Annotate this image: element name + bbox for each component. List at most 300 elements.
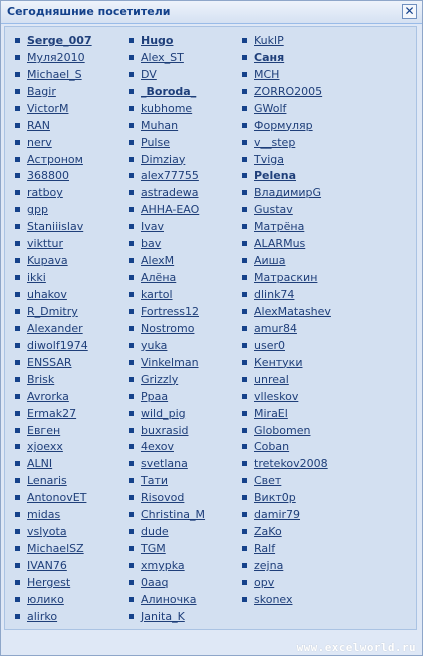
visitor-link[interactable]: uhakov: [27, 288, 67, 302]
bullet-icon: [129, 258, 134, 263]
bullet-icon: [242, 461, 247, 466]
list-item: [129, 591, 205, 608]
visitor-link[interactable]: ENSSAR: [27, 355, 72, 369]
bullet-icon: [242, 444, 247, 449]
visitor-link[interactable]: bav: [141, 237, 162, 251]
visitor-link[interactable]: wild_pig: [141, 406, 186, 420]
bullet-icon: [15, 157, 20, 162]
visitor-link[interactable]: skonex: [254, 592, 293, 606]
visitor-link[interactable]: gpp: [27, 203, 48, 217]
bullet-icon: [242, 173, 247, 178]
visitor-link[interactable]: MiraEl: [254, 406, 288, 420]
bullet-icon: [242, 207, 247, 212]
list-item: [15, 252, 92, 269]
visitor-link[interactable]: DV: [141, 67, 157, 81]
visitor-link[interactable]: ВладимирG: [254, 186, 322, 200]
visitor-link[interactable]: Fortress12: [141, 304, 200, 318]
visitor-link[interactable]: Michael_S: [27, 67, 82, 81]
list-item: [129, 235, 205, 252]
bullet-icon: [129, 309, 134, 314]
visitor-link[interactable]: VictorM: [27, 101, 69, 115]
list-item: [242, 439, 331, 456]
list-item: [15, 32, 92, 49]
bullet-icon: [242, 563, 247, 568]
visitor-link[interactable]: Муля2010: [27, 50, 85, 64]
bullet-icon: [242, 123, 247, 128]
bullet-icon: [129, 173, 134, 178]
bullet-icon: [15, 428, 20, 433]
list-item: [15, 608, 92, 625]
bullet-icon: [15, 529, 20, 534]
list-item: [242, 49, 331, 66]
list-item: [15, 151, 92, 168]
visitor-link[interactable]: юлико: [27, 592, 64, 606]
visitor-link[interactable]: TGM: [141, 542, 166, 556]
list-item: [15, 405, 92, 422]
bullet-icon: [242, 512, 247, 517]
list-item: [242, 557, 331, 574]
visitor-link[interactable]: Serge_007: [27, 33, 92, 47]
visitor-link[interactable]: nerv: [27, 135, 52, 149]
bullet-icon: [15, 326, 20, 331]
visitor-link[interactable]: alex77755: [141, 169, 199, 183]
list-item: [15, 388, 92, 405]
list-item: [129, 286, 205, 303]
list-item: [242, 320, 331, 337]
bullet-icon: [15, 360, 20, 365]
visitor-link[interactable]: Brisk: [27, 372, 55, 386]
bullet-icon: [242, 394, 247, 399]
list-item: [129, 218, 205, 235]
visitors-column-3: [242, 32, 331, 608]
list-item: [15, 201, 92, 218]
visitor-link[interactable]: Астроном: [27, 152, 83, 166]
bullet-icon: [15, 292, 20, 297]
bullet-icon: [15, 106, 20, 111]
bullet-icon: [242, 529, 247, 534]
bullet-icon: [242, 72, 247, 77]
visitor-link[interactable]: Janita_K: [141, 609, 185, 623]
list-item: [242, 235, 331, 252]
visitor-link[interactable]: 368800: [27, 169, 69, 183]
visitor-link[interactable]: MichaelSZ: [27, 542, 84, 556]
bullet-icon: [129, 563, 134, 568]
list-item: [242, 66, 331, 83]
bullet-icon: [15, 597, 20, 602]
bullet-icon: [129, 444, 134, 449]
list-item: [242, 506, 331, 523]
bullet-icon: [15, 89, 20, 94]
bullet-icon: [129, 292, 134, 297]
bullet-icon: [129, 89, 134, 94]
list-item: [129, 83, 205, 100]
visitor-link[interactable]: Gustav: [254, 203, 293, 217]
list-item: [242, 134, 331, 151]
visitor-link[interactable]: AHHA-EAO: [141, 203, 200, 217]
bullet-icon: [15, 224, 20, 229]
list-item: [242, 184, 331, 201]
visitor-link[interactable]: Викт0р: [254, 491, 296, 505]
visitors-column-2: [129, 32, 205, 625]
list-item: [129, 320, 205, 337]
visitors-column-1: [15, 32, 92, 625]
visitor-link[interactable]: R_Dmitry: [27, 304, 78, 318]
list-item: [15, 303, 92, 320]
visitor-link[interactable]: RAN: [27, 118, 50, 132]
visitor-link[interactable]: Матраскин: [254, 271, 318, 285]
list-item: [129, 354, 205, 371]
visitor-link[interactable]: AntonovET: [27, 491, 87, 505]
list-item: [242, 455, 331, 472]
list-item: [129, 117, 205, 134]
list-item: [242, 32, 331, 49]
visitor-link[interactable]: Muhan: [141, 118, 179, 132]
visitor-link[interactable]: yuka: [141, 338, 168, 352]
visitor-link[interactable]: svetlana: [141, 457, 188, 471]
bullet-icon: [129, 326, 134, 331]
visitor-link[interactable]: IVAN76: [27, 559, 67, 573]
visitor-link[interactable]: Alex_ST: [141, 50, 184, 64]
list-item: [129, 388, 205, 405]
visitor-link[interactable]: _Boroda_: [141, 84, 197, 98]
bullet-icon: [129, 394, 134, 399]
visitor-link[interactable]: astradewa: [141, 186, 199, 200]
visitor-link[interactable]: Pelena: [254, 169, 297, 183]
bullet-icon: [15, 512, 20, 517]
list-item: [129, 439, 205, 456]
list-item: [129, 337, 205, 354]
bullet-icon: [15, 478, 20, 483]
list-item: [129, 371, 205, 388]
bullet-icon: [242, 326, 247, 331]
list-item: [15, 286, 92, 303]
list-item: [129, 269, 205, 286]
visitor-link[interactable]: Свет: [254, 474, 282, 488]
bullet-icon: [15, 563, 20, 568]
visitor-link[interactable]: kubhome: [141, 101, 193, 115]
list-item: [129, 506, 205, 523]
bullet-icon: [242, 495, 247, 500]
bullet-icon: [129, 512, 134, 517]
bullet-icon: [15, 140, 20, 145]
visitor-link[interactable]: Саня: [254, 50, 285, 64]
bullet-icon: [242, 241, 247, 246]
visitor-link[interactable]: ZORRO2005: [254, 84, 323, 98]
list-item: [15, 591, 92, 608]
list-item: [242, 218, 331, 235]
bullet-icon: [242, 140, 247, 145]
list-item: [242, 540, 331, 557]
visitor-link[interactable]: unreal: [254, 372, 289, 386]
bullet-icon: [242, 55, 247, 60]
bullet-icon: [15, 411, 20, 416]
bullet-icon: [129, 190, 134, 195]
bullet-icon: [242, 546, 247, 551]
list-item: [129, 574, 205, 591]
bullet-icon: [242, 157, 247, 162]
visitor-link[interactable]: Pulse: [141, 135, 170, 149]
bullet-icon: [242, 360, 247, 365]
visitor-link[interactable]: Тати: [141, 474, 169, 488]
bullet-icon: [15, 190, 20, 195]
visitor-link[interactable]: kartol: [141, 288, 173, 302]
bullet-icon: [242, 377, 247, 382]
list-item: [15, 455, 92, 472]
visitor-link[interactable]: tretekov2008: [254, 457, 328, 471]
visitor-link[interactable]: zejna: [254, 559, 284, 573]
visitor-link[interactable]: opv: [254, 575, 275, 589]
visitor-link[interactable]: Dimziay: [141, 152, 186, 166]
close-icon[interactable]: ✕: [402, 4, 417, 19]
list-item: [15, 557, 92, 574]
bullet-icon: [242, 343, 247, 348]
visitor-link[interactable]: ratboy: [27, 186, 63, 200]
list-item: [242, 354, 331, 371]
visitor-link[interactable]: ALARMus: [254, 237, 306, 251]
visitors-list-panel: [4, 26, 417, 630]
bullet-icon: [129, 461, 134, 466]
visitor-link[interactable]: xmypka: [141, 559, 185, 573]
site-watermark: www.excelworld.ru: [296, 641, 416, 654]
list-item: [15, 439, 92, 456]
visitor-link[interactable]: KuklP: [254, 33, 284, 47]
list-item: [129, 540, 205, 557]
bullet-icon: [129, 411, 134, 416]
visitor-link[interactable]: dlink74: [254, 288, 295, 302]
list-item: [129, 472, 205, 489]
bullet-icon: [242, 411, 247, 416]
bullet-icon: [15, 377, 20, 382]
bullet-icon: [129, 546, 134, 551]
list-item: [242, 405, 331, 422]
list-item: [15, 371, 92, 388]
list-item: [242, 574, 331, 591]
visitor-link[interactable]: Матрёна: [254, 220, 305, 234]
list-item: [15, 320, 92, 337]
visitor-link[interactable]: Christina_M: [141, 508, 206, 522]
bullet-icon: [242, 190, 247, 195]
list-item: [129, 32, 205, 49]
list-item: [15, 83, 92, 100]
visitor-link[interactable]: user0: [254, 338, 285, 352]
list-item: [242, 117, 331, 134]
visitor-link[interactable]: AlexMatashev: [254, 304, 331, 318]
bullet-icon: [129, 478, 134, 483]
list-item: [129, 422, 205, 439]
visitor-link[interactable]: Ralf: [254, 542, 276, 556]
list-item: [242, 337, 331, 354]
list-item: [242, 489, 331, 506]
list-item: [242, 472, 331, 489]
list-item: [242, 422, 331, 439]
list-item: [129, 489, 205, 506]
list-item: [129, 100, 205, 117]
bullet-icon: [242, 309, 247, 314]
list-item: [129, 66, 205, 83]
bullet-icon: [242, 275, 247, 280]
bullet-icon: [15, 72, 20, 77]
list-item: [129, 134, 205, 151]
bullet-icon: [15, 258, 20, 263]
bullet-icon: [242, 38, 247, 43]
visitor-link[interactable]: 0aaq: [141, 575, 169, 589]
bullet-icon: [15, 495, 20, 500]
bullet-icon: [15, 444, 20, 449]
bullet-icon: [15, 38, 20, 43]
list-item: [15, 523, 92, 540]
visitor-link[interactable]: vslyota: [27, 525, 67, 539]
visitor-link[interactable]: GWolf: [254, 101, 287, 115]
visitor-link[interactable]: alirko: [27, 609, 58, 623]
bullet-icon: [15, 580, 20, 585]
bullet-icon: [15, 614, 20, 619]
list-item: [129, 168, 205, 185]
visitor-link[interactable]: Формуляр: [254, 118, 313, 132]
visitor-link[interactable]: ALNI: [27, 457, 53, 471]
bullet-icon: [242, 580, 247, 585]
visitor-link[interactable]: 4exov: [141, 440, 174, 454]
visitor-link[interactable]: Risovod: [141, 491, 185, 505]
list-item: [129, 405, 205, 422]
bullet-icon: [15, 207, 20, 212]
list-item: [15, 49, 92, 66]
visitor-link[interactable]: Ivav: [141, 220, 165, 234]
list-item: [129, 608, 205, 625]
list-item: [15, 506, 92, 523]
visitor-link[interactable]: Globomen: [254, 423, 311, 437]
bullet-icon: [129, 106, 134, 111]
visitor-link[interactable]: Lenaris: [27, 474, 67, 488]
list-item: [129, 252, 205, 269]
bullet-icon: [129, 72, 134, 77]
visitor-link[interactable]: ikki: [27, 271, 46, 285]
visitor-link[interactable]: Bagir: [27, 84, 56, 98]
bullet-icon: [242, 597, 247, 602]
bullet-icon: [129, 428, 134, 433]
list-item: [242, 591, 331, 608]
visitor-link[interactable]: Tviga: [254, 152, 285, 166]
bullet-icon: [129, 241, 134, 246]
visitor-link[interactable]: Nostromo: [141, 321, 195, 335]
bullet-icon: [129, 377, 134, 382]
list-item: [242, 388, 331, 405]
list-item: [15, 168, 92, 185]
list-item: [15, 489, 92, 506]
bullet-icon: [242, 478, 247, 483]
visitor-link[interactable]: Евген: [27, 423, 61, 437]
list-item: [15, 134, 92, 151]
bullet-icon: [15, 275, 20, 280]
bullet-icon: [15, 309, 20, 314]
list-item: [15, 66, 92, 83]
visitor-link[interactable]: amur84: [254, 321, 297, 335]
bullet-icon: [242, 258, 247, 263]
visitor-link[interactable]: Алиночка: [141, 592, 197, 606]
visitor-link[interactable]: Ppaa: [141, 389, 169, 403]
bullet-icon: [129, 55, 134, 60]
visitor-link[interactable]: Аиша: [254, 254, 286, 268]
visitor-link[interactable]: Hergest: [27, 575, 71, 589]
list-item: [129, 49, 205, 66]
visitor-link[interactable]: Avrorka: [27, 389, 69, 403]
visitor-link[interactable]: Staniiislav: [27, 220, 84, 234]
visitor-link[interactable]: midas: [27, 508, 61, 522]
list-item: [242, 201, 331, 218]
list-item: [242, 252, 331, 269]
bullet-icon: [15, 123, 20, 128]
visitor-link[interactable]: Kupava: [27, 254, 68, 268]
visitor-link[interactable]: Coban: [254, 440, 290, 454]
bullet-icon: [129, 140, 134, 145]
list-item: [15, 574, 92, 591]
visitor-link[interactable]: AlexM: [141, 254, 175, 268]
visitor-link[interactable]: MCH: [254, 67, 280, 81]
visitor-link[interactable]: Ermak27: [27, 406, 77, 420]
list-item: [129, 557, 205, 574]
bullet-icon: [129, 38, 134, 43]
bullet-icon: [129, 614, 134, 619]
visitor-link[interactable]: Алёна: [141, 271, 177, 285]
list-item: [242, 371, 331, 388]
visitor-link[interactable]: Vinkelman: [141, 355, 199, 369]
bullet-icon: [242, 224, 247, 229]
list-item: [15, 218, 92, 235]
visitor-link[interactable]: Кентуки: [254, 355, 303, 369]
bullet-icon: [129, 597, 134, 602]
window-header: [1, 1, 422, 24]
bullet-icon: [15, 173, 20, 178]
bullet-icon: [242, 106, 247, 111]
bullet-icon: [129, 580, 134, 585]
list-item: [15, 354, 92, 371]
list-item: [242, 83, 331, 100]
visitor-link[interactable]: buxrasid: [141, 423, 189, 437]
bullet-icon: [129, 529, 134, 534]
visitor-link[interactable]: v__step: [254, 135, 296, 149]
list-item: [242, 269, 331, 286]
list-item: [242, 100, 331, 117]
bullet-icon: [129, 495, 134, 500]
list-item: [242, 286, 331, 303]
list-item: [242, 523, 331, 540]
visitor-link[interactable]: diwolf1974: [27, 338, 88, 352]
visitor-link[interactable]: ZaKo: [254, 525, 282, 539]
list-item: [15, 269, 92, 286]
bullet-icon: [15, 241, 20, 246]
visitor-link[interactable]: vlleskov: [254, 389, 299, 403]
bullet-icon: [129, 360, 134, 365]
visitor-link[interactable]: Alexander: [27, 321, 83, 335]
visitor-link[interactable]: dude: [141, 525, 169, 539]
bullet-icon: [15, 546, 20, 551]
visitor-link[interactable]: xjoexx: [27, 440, 63, 454]
visitor-link[interactable]: Hugo: [141, 33, 174, 47]
bullet-icon: [129, 157, 134, 162]
list-item: [242, 303, 331, 320]
bullet-icon: [15, 55, 20, 60]
list-item: [15, 184, 92, 201]
visitor-link[interactable]: damir79: [254, 508, 301, 522]
visitor-link[interactable]: vikttur: [27, 237, 64, 251]
list-item: [129, 151, 205, 168]
list-item: [15, 540, 92, 557]
visitor-link[interactable]: Grizzly: [141, 372, 179, 386]
bullet-icon: [15, 343, 20, 348]
bullet-icon: [15, 394, 20, 399]
bullet-icon: [129, 123, 134, 128]
bullet-icon: [129, 207, 134, 212]
list-item: [242, 151, 331, 168]
